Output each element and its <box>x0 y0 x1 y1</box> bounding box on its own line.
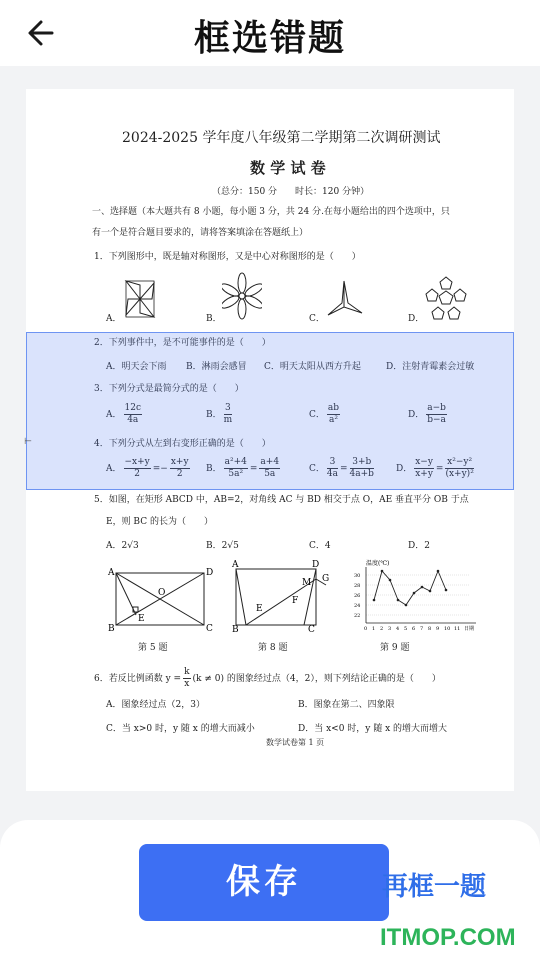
q2-option-a: A．明天会下雨 <box>106 362 167 372</box>
fig9-xtick-9: 9 <box>436 626 440 632</box>
figure-8-caption: 第 8 题 <box>258 643 288 653</box>
section-instructions: 一、选择题（本大题共有 8 小题，每小题 3 分，共 24 分.在每小题给出的四个选项中，只 <box>92 207 450 217</box>
q4-c-n2: 3+b <box>350 457 374 469</box>
q4-a-n2: x+y <box>170 457 189 467</box>
fig9-xtick-8: 8 <box>428 626 432 632</box>
question-1: 1．下列图形中，既是轴对称图形，又是中心对称图形的是（ ） <box>94 252 361 262</box>
fig9-xtick-5: 5 <box>404 626 408 632</box>
figure-9-caption: 第 9 题 <box>380 643 410 653</box>
q6-option-a: A．图象经过点（2，3） <box>106 700 205 710</box>
q1-option-c: C． <box>309 314 325 324</box>
paper-title: 2024-2025 学年度八年级第二学期第二次调研测试 <box>122 130 441 146</box>
q5-option-b: B．2√5 <box>206 541 239 551</box>
question-5-line2: E，则 BC 的长为（ ） <box>106 517 213 527</box>
fig5-label-d: D <box>206 568 214 578</box>
fig9-xtick-1: 1 <box>372 626 376 632</box>
fig8-label-d: D <box>312 560 320 570</box>
q3-b-numerator: 3 <box>225 403 231 413</box>
paper-subtitle: 数 学 试 卷 <box>250 159 326 177</box>
q4-b-label: B． <box>206 464 222 474</box>
q4-d-mid: = <box>435 464 444 474</box>
question-4: 4．下列分式从左到右变形正确的是（ ） <box>94 439 271 449</box>
q4-b-n1: a²+4 <box>224 457 247 467</box>
fig9-ytick-24: 24 <box>354 603 361 609</box>
fig5-label-c: C <box>206 624 213 633</box>
q3-b-denominator: m <box>223 415 233 425</box>
watermark: ITMOP.COM <box>380 924 516 951</box>
q2-option-c: C．明天太阳从西方升起 <box>264 362 361 372</box>
pentagon-figure <box>424 275 468 321</box>
q4-b-d1: 5a² <box>228 469 244 479</box>
q1-option-d: D． <box>408 314 425 324</box>
fig9-ytick-28: 28 <box>354 583 361 589</box>
fig9-xtick-3: 3 <box>388 626 392 632</box>
q4-d-d1: x+y <box>415 469 433 479</box>
fig5-label-a: A <box>108 568 115 578</box>
figure-8-rectangle <box>226 559 336 633</box>
question-3: 3．下列分式是最简分式的是（ ） <box>94 384 244 394</box>
q4-d-n1: x−y <box>415 457 433 467</box>
q4-b-mid: = <box>249 464 258 474</box>
q6-frac-d: x <box>184 679 190 689</box>
fig9-xtick-6: 6 <box>412 626 416 632</box>
q4-d-label: D． <box>396 464 413 474</box>
fig8-label-b: B <box>232 625 239 633</box>
q4-b-n2: a+4 <box>260 457 280 467</box>
fig9-xtick-11: 11 <box>454 626 461 632</box>
q2-option-b: B．淋雨会感冒 <box>186 362 247 372</box>
q4-c-label: C． <box>309 464 325 474</box>
q1-option-b: B． <box>206 314 222 324</box>
q3-c-numerator: ab <box>327 403 340 413</box>
fig8-label-e: E <box>256 604 263 614</box>
fig5-label-o: O <box>158 588 166 598</box>
fig8-label-f: F <box>292 596 299 606</box>
q4-c-n1: 3 <box>327 457 338 469</box>
question-5: 5．如图，在矩形 ABCD 中，AB=2，对角线 AC 与 BD 相交于点 O，AE 垂直平分 OB 于点 <box>94 495 469 505</box>
q3-option-d-label: D． <box>408 410 425 420</box>
fig9-ytick-30: 30 <box>354 573 361 579</box>
selection-box[interactable] <box>26 332 514 490</box>
pinwheel-figure <box>122 277 158 321</box>
fig9-ytick-22: 22 <box>354 613 361 619</box>
q4-b-d2: 5a <box>264 469 276 479</box>
fig9-xlabel: 日期 <box>464 626 475 632</box>
q4-a-mid: =− <box>152 464 168 474</box>
q6-option-b: B．图象在第二、四象限 <box>298 700 395 710</box>
q6-option-c: C．当 x>0 时，y 随 x 的增大而减小 <box>106 724 255 734</box>
top-bar <box>0 0 540 66</box>
paper-info: （总分：150 分 时长：120 分钟） <box>212 187 370 197</box>
fig8-label-g: G <box>322 574 330 584</box>
q6-pre: 6．若反比例函数 y = <box>94 674 182 684</box>
q6-post: (k ≠ 0) 的图象经过点（4，2），则下列结论正确的是（ ） <box>192 674 441 684</box>
q3-a-numerator: 12c <box>124 403 141 413</box>
q3-option-a-label: A． <box>106 410 122 420</box>
q5-option-d: D．2 <box>408 541 430 551</box>
fig8-label-m: M <box>302 578 312 588</box>
q4-c-d2: 4a+b <box>349 469 374 479</box>
fig9-xtick-2: 2 <box>380 626 384 632</box>
q3-d-denominator: b−a <box>427 415 446 425</box>
q4-a-n1: −x+y <box>124 457 150 467</box>
fig9-ylabel: 温度(℃) <box>366 560 390 567</box>
fig8-label-a: A <box>232 560 239 570</box>
q2-option-d: D．注射青霉素会过敏 <box>386 362 475 372</box>
drag-handle-icon[interactable]: ⊢ <box>24 437 32 447</box>
tri-arrow-figure <box>324 279 364 321</box>
fig9-xtick-10: 10 <box>444 626 451 632</box>
q4-d-n2: x²−y² <box>447 457 473 467</box>
q3-a-denominator: 4a <box>127 415 139 425</box>
figure-5-caption: 第 5 题 <box>138 643 168 653</box>
q6-option-d: D．当 x<0 时，y 随 x 的增大而增大 <box>298 724 448 734</box>
fig9-xtick-0: 0 <box>364 626 368 632</box>
q5-option-a: A．2√3 <box>106 541 139 551</box>
q4-a-d2: 2 <box>176 469 183 479</box>
fig5-label-e: E <box>138 614 145 624</box>
q3-c-denominator: a² <box>328 415 338 425</box>
q3-option-b-label: B． <box>206 410 222 420</box>
fig8-label-c: C <box>308 625 315 633</box>
q4-c-mid: = <box>339 464 348 474</box>
paper-footer: 数学试卷第 1 页 <box>266 738 325 747</box>
fig9-ytick-26: 26 <box>354 593 361 599</box>
flower-figure <box>222 271 262 321</box>
q4-a-d1: 2 <box>134 469 140 479</box>
q3-option-c-label: C． <box>309 410 325 420</box>
figure-9-temperature-chart <box>352 557 486 635</box>
fig5-label-b: B <box>108 624 115 633</box>
q5-option-c: C．4 <box>309 541 331 551</box>
q6-frac-n: k <box>184 667 190 677</box>
q4-c-d1: 4a <box>326 469 338 479</box>
section-instructions-2: 有一个是符合题目要求的，请将答案填涂在答题纸上） <box>92 228 309 238</box>
question-6 <box>94 667 441 690</box>
fig9-xtick-7: 7 <box>420 626 424 632</box>
question-2: 2．下列事件中，是不可能事件的是（ ） <box>94 338 271 348</box>
crop-again-button[interactable]: 再框一题 <box>382 872 487 902</box>
save-button[interactable]: 保存 <box>139 844 389 921</box>
q3-d-numerator: a−b <box>427 403 446 413</box>
fig9-xtick-4: 4 <box>396 626 400 632</box>
page-title: 框选错题 <box>193 18 346 59</box>
q4-d-d2: (x+y)² <box>445 469 474 479</box>
figure-5-rectangle <box>106 563 216 633</box>
q4-a-label: A． <box>106 464 122 474</box>
q1-option-a: A． <box>106 314 122 324</box>
